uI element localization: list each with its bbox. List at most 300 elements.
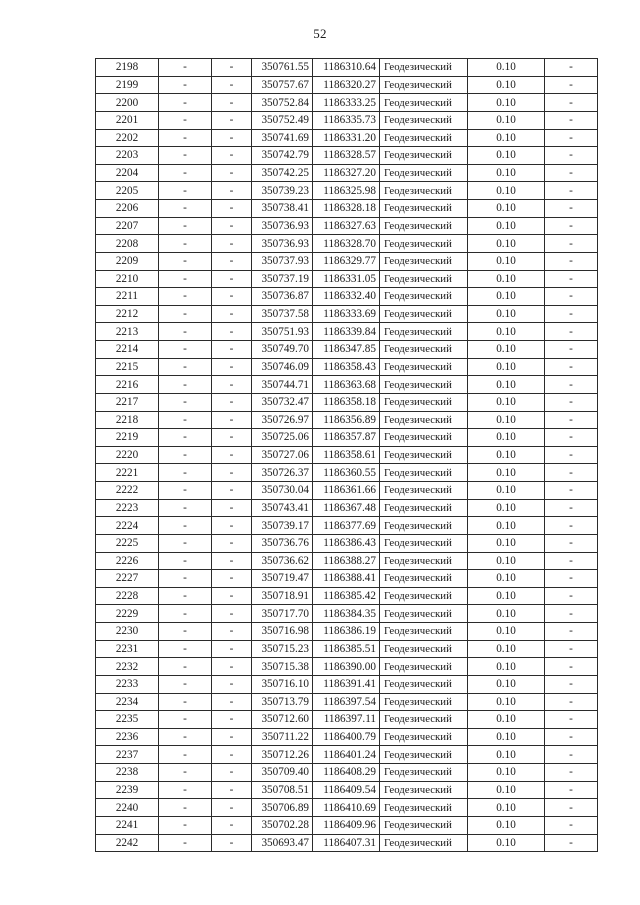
method-cell: Геодезический: [380, 623, 468, 641]
x-coordinate-cell: 350741.69: [252, 129, 313, 147]
accuracy-cell: 0.10: [468, 834, 545, 852]
table-row: [96, 693, 598, 711]
accuracy-cell: 0.10: [468, 182, 545, 200]
x-coordinate-cell: 350708.51: [252, 781, 313, 799]
empty-dash-cell: -: [159, 164, 212, 182]
empty-dash-cell: -: [212, 764, 252, 782]
table-row: [96, 499, 598, 517]
y-coordinate-cell: 1186358.18: [313, 393, 380, 411]
empty-dash-cell: -: [212, 164, 252, 182]
point-number-cell: 2216: [96, 376, 159, 394]
note-cell: -: [545, 570, 598, 588]
y-coordinate-cell: 1186390.00: [313, 658, 380, 676]
method-cell: Геодезический: [380, 746, 468, 764]
empty-dash-cell: -: [212, 217, 252, 235]
point-number-cell: 2222: [96, 482, 159, 500]
x-coordinate-cell: 350715.23: [252, 640, 313, 658]
x-coordinate-cell: 350732.47: [252, 393, 313, 411]
empty-dash-cell: -: [212, 728, 252, 746]
x-coordinate-cell: 350752.49: [252, 111, 313, 129]
table-row: [96, 147, 598, 165]
note-cell: -: [545, 217, 598, 235]
table-row: [96, 764, 598, 782]
empty-dash-cell: -: [159, 446, 212, 464]
x-coordinate-cell: 350738.41: [252, 200, 313, 218]
accuracy-cell: 0.10: [468, 341, 545, 359]
y-coordinate-cell: 1186329.77: [313, 252, 380, 270]
y-coordinate-cell: 1186331.05: [313, 270, 380, 288]
empty-dash-cell: -: [212, 76, 252, 94]
empty-dash-cell: -: [159, 587, 212, 605]
empty-dash-cell: -: [159, 605, 212, 623]
accuracy-cell: 0.10: [468, 200, 545, 218]
y-coordinate-cell: 1186339.84: [313, 323, 380, 341]
accuracy-cell: 0.10: [468, 728, 545, 746]
method-cell: Геодезический: [380, 534, 468, 552]
method-cell: Геодезический: [380, 59, 468, 77]
empty-dash-cell: -: [212, 693, 252, 711]
table-row: [96, 358, 598, 376]
x-coordinate-cell: 350712.60: [252, 711, 313, 729]
table-row: [96, 76, 598, 94]
table-row: [96, 305, 598, 323]
point-number-cell: 2241: [96, 816, 159, 834]
empty-dash-cell: -: [159, 429, 212, 447]
table-row: [96, 534, 598, 552]
table-row: [96, 675, 598, 693]
empty-dash-cell: -: [212, 605, 252, 623]
x-coordinate-cell: 350711.22: [252, 728, 313, 746]
empty-dash-cell: -: [212, 517, 252, 535]
table-row: [96, 164, 598, 182]
accuracy-cell: 0.10: [468, 446, 545, 464]
note-cell: -: [545, 658, 598, 676]
table-row: [96, 111, 598, 129]
empty-dash-cell: -: [212, 94, 252, 112]
y-coordinate-cell: 1186332.40: [313, 288, 380, 306]
y-coordinate-cell: 1186361.66: [313, 482, 380, 500]
empty-dash-cell: -: [159, 834, 212, 852]
empty-dash-cell: -: [212, 429, 252, 447]
note-cell: -: [545, 147, 598, 165]
note-cell: -: [545, 270, 598, 288]
x-coordinate-cell: 350761.55: [252, 59, 313, 77]
table-row: [96, 217, 598, 235]
empty-dash-cell: -: [159, 323, 212, 341]
accuracy-cell: 0.10: [468, 640, 545, 658]
note-cell: -: [545, 693, 598, 711]
accuracy-cell: 0.10: [468, 411, 545, 429]
empty-dash-cell: -: [159, 252, 212, 270]
note-cell: -: [545, 587, 598, 605]
accuracy-cell: 0.10: [468, 799, 545, 817]
empty-dash-cell: -: [159, 799, 212, 817]
empty-dash-cell: -: [212, 200, 252, 218]
table-row: [96, 816, 598, 834]
table-row: [96, 746, 598, 764]
y-coordinate-cell: 1186397.54: [313, 693, 380, 711]
accuracy-cell: 0.10: [468, 252, 545, 270]
table-row: [96, 94, 598, 112]
note-cell: -: [545, 411, 598, 429]
point-number-cell: 2228: [96, 587, 159, 605]
empty-dash-cell: -: [159, 147, 212, 165]
accuracy-cell: 0.10: [468, 464, 545, 482]
point-number-cell: 2231: [96, 640, 159, 658]
empty-dash-cell: -: [159, 129, 212, 147]
point-number-cell: 2206: [96, 200, 159, 218]
y-coordinate-cell: 1186357.87: [313, 429, 380, 447]
empty-dash-cell: -: [159, 305, 212, 323]
empty-dash-cell: -: [212, 534, 252, 552]
empty-dash-cell: -: [212, 358, 252, 376]
accuracy-cell: 0.10: [468, 164, 545, 182]
empty-dash-cell: -: [212, 288, 252, 306]
empty-dash-cell: -: [159, 658, 212, 676]
point-number-cell: 2237: [96, 746, 159, 764]
x-coordinate-cell: 350709.40: [252, 764, 313, 782]
note-cell: -: [545, 76, 598, 94]
table-row: [96, 411, 598, 429]
accuracy-cell: 0.10: [468, 587, 545, 605]
empty-dash-cell: -: [159, 534, 212, 552]
note-cell: -: [545, 288, 598, 306]
note-cell: -: [545, 59, 598, 77]
y-coordinate-cell: 1186388.41: [313, 570, 380, 588]
point-number-cell: 2204: [96, 164, 159, 182]
method-cell: Геодезический: [380, 164, 468, 182]
empty-dash-cell: -: [159, 393, 212, 411]
point-number-cell: 2207: [96, 217, 159, 235]
point-number-cell: 2226: [96, 552, 159, 570]
empty-dash-cell: -: [212, 675, 252, 693]
accuracy-cell: 0.10: [468, 764, 545, 782]
note-cell: -: [545, 358, 598, 376]
method-cell: Геодезический: [380, 728, 468, 746]
empty-dash-cell: -: [212, 464, 252, 482]
point-number-cell: 2229: [96, 605, 159, 623]
empty-dash-cell: -: [159, 746, 212, 764]
method-cell: Геодезический: [380, 411, 468, 429]
accuracy-cell: 0.10: [468, 59, 545, 77]
point-number-cell: 2199: [96, 76, 159, 94]
empty-dash-cell: -: [212, 834, 252, 852]
accuracy-cell: 0.10: [468, 482, 545, 500]
table-row: [96, 605, 598, 623]
x-coordinate-cell: 350736.62: [252, 552, 313, 570]
note-cell: -: [545, 623, 598, 641]
method-cell: Геодезический: [380, 552, 468, 570]
accuracy-cell: 0.10: [468, 288, 545, 306]
x-coordinate-cell: 350736.76: [252, 534, 313, 552]
point-number-cell: 2224: [96, 517, 159, 535]
accuracy-cell: 0.10: [468, 129, 545, 147]
point-number-cell: 2238: [96, 764, 159, 782]
x-coordinate-cell: 350752.84: [252, 94, 313, 112]
table-row: [96, 59, 598, 77]
table-row: [96, 464, 598, 482]
x-coordinate-cell: 350730.04: [252, 482, 313, 500]
y-coordinate-cell: 1186325.98: [313, 182, 380, 200]
empty-dash-cell: -: [159, 111, 212, 129]
y-coordinate-cell: 1186356.89: [313, 411, 380, 429]
method-cell: Геодезический: [380, 288, 468, 306]
table-row: [96, 393, 598, 411]
empty-dash-cell: -: [212, 552, 252, 570]
note-cell: -: [545, 323, 598, 341]
point-number-cell: 2225: [96, 534, 159, 552]
point-number-cell: 2208: [96, 235, 159, 253]
point-number-cell: 2212: [96, 305, 159, 323]
empty-dash-cell: -: [159, 623, 212, 641]
empty-dash-cell: -: [159, 499, 212, 517]
empty-dash-cell: -: [159, 552, 212, 570]
accuracy-cell: 0.10: [468, 393, 545, 411]
accuracy-cell: 0.10: [468, 323, 545, 341]
empty-dash-cell: -: [212, 411, 252, 429]
table-row: [96, 288, 598, 306]
page-number: 52: [313, 26, 327, 41]
method-cell: Геодезический: [380, 147, 468, 165]
table-row: [96, 834, 598, 852]
accuracy-cell: 0.10: [468, 658, 545, 676]
method-cell: Геодезический: [380, 605, 468, 623]
y-coordinate-cell: 1186386.43: [313, 534, 380, 552]
empty-dash-cell: -: [159, 235, 212, 253]
empty-dash-cell: -: [159, 640, 212, 658]
method-cell: Геодезический: [380, 129, 468, 147]
point-number-cell: 2214: [96, 341, 159, 359]
x-coordinate-cell: 350746.09: [252, 358, 313, 376]
empty-dash-cell: -: [212, 393, 252, 411]
empty-dash-cell: -: [159, 76, 212, 94]
empty-dash-cell: -: [212, 59, 252, 77]
note-cell: -: [545, 675, 598, 693]
empty-dash-cell: -: [159, 411, 212, 429]
note-cell: -: [545, 552, 598, 570]
empty-dash-cell: -: [159, 570, 212, 588]
x-coordinate-cell: 350737.93: [252, 252, 313, 270]
x-coordinate-cell: 350727.06: [252, 446, 313, 464]
accuracy-cell: 0.10: [468, 217, 545, 235]
point-number-cell: 2203: [96, 147, 159, 165]
table-row: [96, 517, 598, 535]
empty-dash-cell: -: [212, 341, 252, 359]
note-cell: -: [545, 799, 598, 817]
point-number-cell: 2234: [96, 693, 159, 711]
accuracy-cell: 0.10: [468, 305, 545, 323]
method-cell: Геодезический: [380, 217, 468, 235]
table-row: [96, 728, 598, 746]
table-row: [96, 640, 598, 658]
x-coordinate-cell: 350742.25: [252, 164, 313, 182]
empty-dash-cell: -: [212, 305, 252, 323]
point-number-cell: 2213: [96, 323, 159, 341]
table-row: [96, 200, 598, 218]
empty-dash-cell: -: [159, 675, 212, 693]
note-cell: -: [545, 164, 598, 182]
note-cell: -: [545, 464, 598, 482]
note-cell: -: [545, 252, 598, 270]
point-number-cell: 2221: [96, 464, 159, 482]
note-cell: -: [545, 235, 598, 253]
y-coordinate-cell: 1186385.51: [313, 640, 380, 658]
method-cell: Геодезический: [380, 517, 468, 535]
accuracy-cell: 0.10: [468, 534, 545, 552]
point-number-cell: 2202: [96, 129, 159, 147]
empty-dash-cell: -: [212, 376, 252, 394]
y-coordinate-cell: 1186391.41: [313, 675, 380, 693]
empty-dash-cell: -: [159, 376, 212, 394]
accuracy-cell: 0.10: [468, 781, 545, 799]
note-cell: -: [545, 94, 598, 112]
y-coordinate-cell: 1186397.11: [313, 711, 380, 729]
note-cell: -: [545, 429, 598, 447]
y-coordinate-cell: 1186409.54: [313, 781, 380, 799]
accuracy-cell: 0.10: [468, 499, 545, 517]
empty-dash-cell: -: [159, 781, 212, 799]
table-body: [96, 59, 598, 852]
y-coordinate-cell: 1186327.63: [313, 217, 380, 235]
point-number-cell: 2217: [96, 393, 159, 411]
note-cell: -: [545, 376, 598, 394]
empty-dash-cell: -: [159, 270, 212, 288]
x-coordinate-cell: 350718.91: [252, 587, 313, 605]
y-coordinate-cell: 1186360.55: [313, 464, 380, 482]
accuracy-cell: 0.10: [468, 376, 545, 394]
note-cell: -: [545, 534, 598, 552]
table-row: [96, 570, 598, 588]
method-cell: Геодезический: [380, 252, 468, 270]
point-number-cell: 2232: [96, 658, 159, 676]
method-cell: Геодезический: [380, 94, 468, 112]
y-coordinate-cell: 1186327.20: [313, 164, 380, 182]
point-number-cell: 2198: [96, 59, 159, 77]
x-coordinate-cell: 350737.19: [252, 270, 313, 288]
note-cell: -: [545, 341, 598, 359]
table-row: [96, 429, 598, 447]
y-coordinate-cell: 1186320.27: [313, 76, 380, 94]
y-coordinate-cell: 1186347.85: [313, 341, 380, 359]
empty-dash-cell: -: [212, 129, 252, 147]
accuracy-cell: 0.10: [468, 76, 545, 94]
method-cell: Геодезический: [380, 464, 468, 482]
empty-dash-cell: -: [159, 464, 212, 482]
y-coordinate-cell: 1186408.29: [313, 764, 380, 782]
empty-dash-cell: -: [159, 59, 212, 77]
point-number-cell: 2223: [96, 499, 159, 517]
empty-dash-cell: -: [212, 323, 252, 341]
x-coordinate-cell: 350716.98: [252, 623, 313, 641]
table-row: [96, 252, 598, 270]
accuracy-cell: 0.10: [468, 147, 545, 165]
accuracy-cell: 0.10: [468, 552, 545, 570]
empty-dash-cell: -: [159, 728, 212, 746]
x-coordinate-cell: 350739.17: [252, 517, 313, 535]
empty-dash-cell: -: [212, 147, 252, 165]
table-row: [96, 658, 598, 676]
empty-dash-cell: -: [159, 358, 212, 376]
empty-dash-cell: -: [159, 341, 212, 359]
method-cell: Геодезический: [380, 764, 468, 782]
y-coordinate-cell: 1186310.64: [313, 59, 380, 77]
point-number-cell: 2200: [96, 94, 159, 112]
note-cell: -: [545, 182, 598, 200]
empty-dash-cell: -: [159, 711, 212, 729]
empty-dash-cell: -: [212, 446, 252, 464]
accuracy-cell: 0.10: [468, 816, 545, 834]
note-cell: -: [545, 200, 598, 218]
x-coordinate-cell: 350715.38: [252, 658, 313, 676]
note-cell: -: [545, 834, 598, 852]
method-cell: Геодезический: [380, 182, 468, 200]
note-cell: -: [545, 781, 598, 799]
table-row: [96, 341, 598, 359]
accuracy-cell: 0.10: [468, 746, 545, 764]
method-cell: Геодезический: [380, 693, 468, 711]
accuracy-cell: 0.10: [468, 711, 545, 729]
method-cell: Геодезический: [380, 499, 468, 517]
method-cell: Геодезический: [380, 358, 468, 376]
note-cell: -: [545, 640, 598, 658]
empty-dash-cell: -: [159, 816, 212, 834]
x-coordinate-cell: 350744.71: [252, 376, 313, 394]
y-coordinate-cell: 1186328.57: [313, 147, 380, 165]
method-cell: Геодезический: [380, 658, 468, 676]
method-cell: Геодезический: [380, 587, 468, 605]
point-number-cell: 2218: [96, 411, 159, 429]
x-coordinate-cell: 350725.06: [252, 429, 313, 447]
method-cell: Геодезический: [380, 781, 468, 799]
y-coordinate-cell: 1186328.18: [313, 200, 380, 218]
table-row: [96, 323, 598, 341]
note-cell: -: [545, 816, 598, 834]
y-coordinate-cell: 1186335.73: [313, 111, 380, 129]
empty-dash-cell: -: [212, 816, 252, 834]
x-coordinate-cell: 350743.41: [252, 499, 313, 517]
accuracy-cell: 0.10: [468, 517, 545, 535]
table-row: [96, 129, 598, 147]
table-row: [96, 235, 598, 253]
empty-dash-cell: -: [159, 94, 212, 112]
y-coordinate-cell: 1186328.70: [313, 235, 380, 253]
y-coordinate-cell: 1186407.31: [313, 834, 380, 852]
table-row: [96, 446, 598, 464]
method-cell: Геодезический: [380, 570, 468, 588]
table-row: [96, 182, 598, 200]
empty-dash-cell: -: [212, 658, 252, 676]
x-coordinate-cell: 350737.58: [252, 305, 313, 323]
method-cell: Геодезический: [380, 446, 468, 464]
note-cell: -: [545, 129, 598, 147]
empty-dash-cell: -: [212, 570, 252, 588]
empty-dash-cell: -: [212, 182, 252, 200]
method-cell: Геодезический: [380, 834, 468, 852]
note-cell: -: [545, 605, 598, 623]
note-cell: -: [545, 111, 598, 129]
table-row: [96, 623, 598, 641]
x-coordinate-cell: 350717.70: [252, 605, 313, 623]
y-coordinate-cell: 1186388.27: [313, 552, 380, 570]
note-cell: -: [545, 305, 598, 323]
y-coordinate-cell: 1186358.43: [313, 358, 380, 376]
accuracy-cell: 0.10: [468, 235, 545, 253]
empty-dash-cell: -: [159, 764, 212, 782]
accuracy-cell: 0.10: [468, 429, 545, 447]
table-row: [96, 711, 598, 729]
x-coordinate-cell: 350716.10: [252, 675, 313, 693]
table-row: [96, 376, 598, 394]
